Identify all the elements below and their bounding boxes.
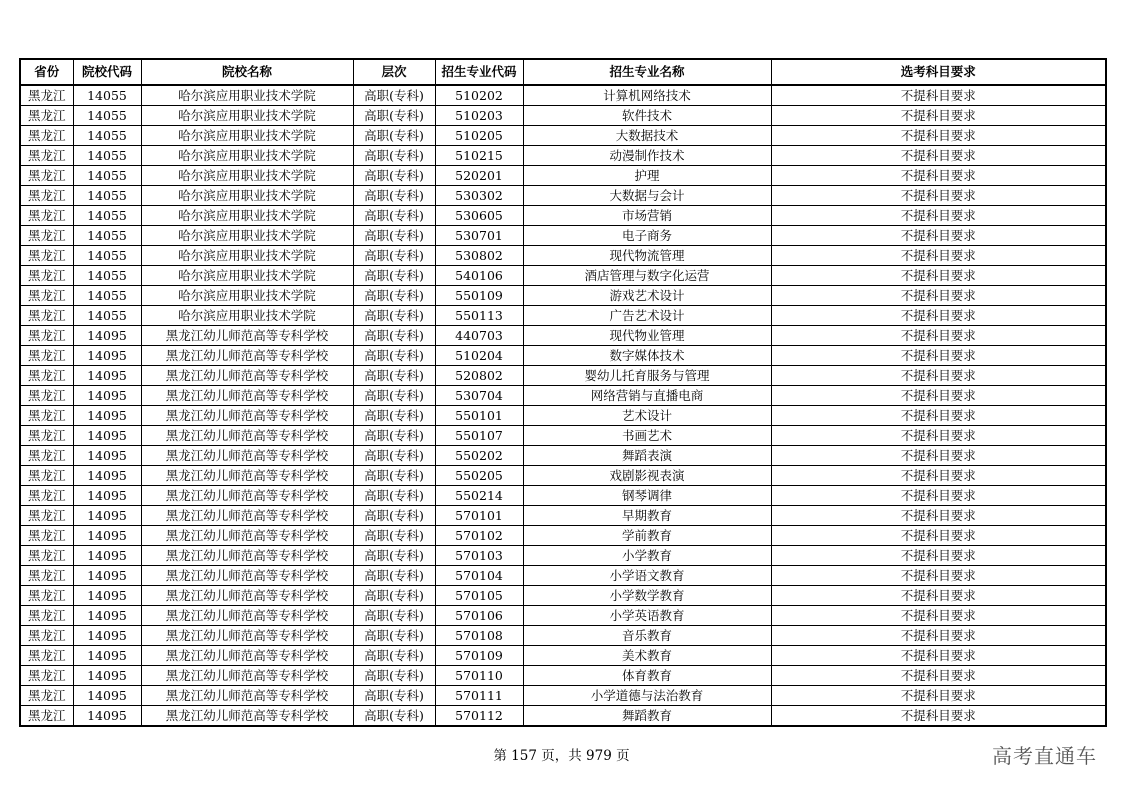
cell-level: 高职(专科) xyxy=(353,566,435,586)
cell-major-name: 书画艺术 xyxy=(523,426,771,446)
cell-school-code: 14055 xyxy=(73,306,141,326)
cell-major-name: 电子商务 xyxy=(523,226,771,246)
table-row xyxy=(20,146,1106,166)
cell-level: 高职(专科) xyxy=(353,286,435,306)
cell-major-name: 网络营销与直播电商 xyxy=(523,386,771,406)
cell-subject-requirement: 不提科目要求 xyxy=(771,626,1106,646)
cell-major-name: 小学教育 xyxy=(523,546,771,566)
cell-major-name: 大数据与会计 xyxy=(523,186,771,206)
cell-province: 黑龙江 xyxy=(20,626,73,646)
cell-school-name: 哈尔滨应用职业技术学院 xyxy=(141,286,353,306)
table-row xyxy=(20,286,1106,306)
table-row xyxy=(20,366,1106,386)
cell-major-name: 戏剧影视表演 xyxy=(523,466,771,486)
cell-school-code: 14095 xyxy=(73,326,141,346)
table-row xyxy=(20,106,1106,126)
table-body xyxy=(20,85,1106,726)
cell-major-name: 美术教育 xyxy=(523,646,771,666)
cell-school-name: 哈尔滨应用职业技术学院 xyxy=(141,226,353,246)
cell-level: 高职(专科) xyxy=(353,85,435,106)
cell-major-code: 550101 xyxy=(435,406,523,426)
table-row xyxy=(20,606,1106,626)
cell-school-code: 14095 xyxy=(73,446,141,466)
table-row xyxy=(20,506,1106,526)
cell-subject-requirement: 不提科目要求 xyxy=(771,606,1106,626)
cell-subject-requirement: 不提科目要求 xyxy=(771,486,1106,506)
cell-province: 黑龙江 xyxy=(20,546,73,566)
cell-province: 黑龙江 xyxy=(20,446,73,466)
page-number: 第 157 页，共 979 页 xyxy=(493,748,630,764)
header-subject-requirement: 选考科目要求 xyxy=(771,59,1106,85)
cell-subject-requirement: 不提科目要求 xyxy=(771,106,1106,126)
cell-subject-requirement: 不提科目要求 xyxy=(771,226,1106,246)
cell-school-name: 哈尔滨应用职业技术学院 xyxy=(141,126,353,146)
table-row xyxy=(20,466,1106,486)
cell-major-code: 570104 xyxy=(435,566,523,586)
cell-school-name: 哈尔滨应用职业技术学院 xyxy=(141,146,353,166)
cell-province: 黑龙江 xyxy=(20,106,73,126)
table-row xyxy=(20,526,1106,546)
cell-province: 黑龙江 xyxy=(20,486,73,506)
cell-province: 黑龙江 xyxy=(20,326,73,346)
cell-school-code: 14055 xyxy=(73,186,141,206)
cell-level: 高职(专科) xyxy=(353,486,435,506)
table-row xyxy=(20,446,1106,466)
cell-major-code: 440703 xyxy=(435,326,523,346)
cell-subject-requirement: 不提科目要求 xyxy=(771,286,1106,306)
cell-school-code: 14055 xyxy=(73,106,141,126)
header-level: 层次 xyxy=(353,59,435,85)
cell-school-code: 14095 xyxy=(73,506,141,526)
table-row xyxy=(20,566,1106,586)
cell-province: 黑龙江 xyxy=(20,406,73,426)
cell-subject-requirement: 不提科目要求 xyxy=(771,246,1106,266)
cell-major-name: 计算机网络技术 xyxy=(523,85,771,106)
cell-school-code: 14055 xyxy=(73,206,141,226)
cell-province: 黑龙江 xyxy=(20,146,73,166)
cell-school-code: 14055 xyxy=(73,286,141,306)
cell-major-name: 小学数学教育 xyxy=(523,586,771,606)
cell-major-name: 动漫制作技术 xyxy=(523,146,771,166)
cell-school-name: 黑龙江幼儿师范高等专科学校 xyxy=(141,646,353,666)
cell-school-code: 14055 xyxy=(73,166,141,186)
cell-level: 高职(专科) xyxy=(353,586,435,606)
cell-school-code: 14095 xyxy=(73,686,141,706)
cell-major-name: 广告艺术设计 xyxy=(523,306,771,326)
cell-major-name: 软件技术 xyxy=(523,106,771,126)
table-row xyxy=(20,706,1106,727)
cell-school-name: 哈尔滨应用职业技术学院 xyxy=(141,246,353,266)
cell-province: 黑龙江 xyxy=(20,566,73,586)
cell-subject-requirement: 不提科目要求 xyxy=(771,346,1106,366)
cell-major-name: 学前教育 xyxy=(523,526,771,546)
table-row xyxy=(20,686,1106,706)
cell-major-code: 550205 xyxy=(435,466,523,486)
header-school-code: 院校代码 xyxy=(73,59,141,85)
cell-major-code: 570103 xyxy=(435,546,523,566)
cell-school-name: 黑龙江幼儿师范高等专科学校 xyxy=(141,546,353,566)
cell-school-code: 14095 xyxy=(73,646,141,666)
cell-subject-requirement: 不提科目要求 xyxy=(771,646,1106,666)
cell-major-code: 550107 xyxy=(435,426,523,446)
cell-major-code: 530701 xyxy=(435,226,523,246)
cell-major-code: 550109 xyxy=(435,286,523,306)
cell-major-name: 现代物流管理 xyxy=(523,246,771,266)
cell-level: 高职(专科) xyxy=(353,326,435,346)
cell-school-name: 黑龙江幼儿师范高等专科学校 xyxy=(141,426,353,446)
cell-province: 黑龙江 xyxy=(20,386,73,406)
cell-level: 高职(专科) xyxy=(353,346,435,366)
cell-province: 黑龙江 xyxy=(20,466,73,486)
cell-school-code: 14055 xyxy=(73,246,141,266)
cell-major-code: 520802 xyxy=(435,366,523,386)
cell-school-name: 哈尔滨应用职业技术学院 xyxy=(141,166,353,186)
header-row xyxy=(20,59,1106,85)
table-row xyxy=(20,486,1106,506)
cell-level: 高职(专科) xyxy=(353,546,435,566)
cell-subject-requirement: 不提科目要求 xyxy=(771,586,1106,606)
cell-subject-requirement: 不提科目要求 xyxy=(771,366,1106,386)
cell-major-code: 570108 xyxy=(435,626,523,646)
cell-subject-requirement: 不提科目要求 xyxy=(771,426,1106,446)
cell-major-code: 510202 xyxy=(435,85,523,106)
cell-level: 高职(专科) xyxy=(353,106,435,126)
cell-school-name: 黑龙江幼儿师范高等专科学校 xyxy=(141,346,353,366)
cell-province: 黑龙江 xyxy=(20,706,73,727)
cell-school-name: 黑龙江幼儿师范高等专科学校 xyxy=(141,566,353,586)
table-row xyxy=(20,666,1106,686)
cell-subject-requirement: 不提科目要求 xyxy=(771,266,1106,286)
table-row xyxy=(20,306,1106,326)
cell-subject-requirement: 不提科目要求 xyxy=(771,406,1106,426)
cell-school-name: 黑龙江幼儿师范高等专科学校 xyxy=(141,526,353,546)
cell-province: 黑龙江 xyxy=(20,346,73,366)
table-row xyxy=(20,586,1106,606)
cell-major-name: 婴幼儿托育服务与管理 xyxy=(523,366,771,386)
cell-major-code: 510204 xyxy=(435,346,523,366)
cell-major-code: 550202 xyxy=(435,446,523,466)
table-row xyxy=(20,646,1106,666)
cell-level: 高职(专科) xyxy=(353,606,435,626)
cell-level: 高职(专科) xyxy=(353,406,435,426)
watermark: 高考直通车 xyxy=(992,744,1097,768)
cell-school-name: 哈尔滨应用职业技术学院 xyxy=(141,266,353,286)
cell-school-name: 黑龙江幼儿师范高等专科学校 xyxy=(141,686,353,706)
cell-major-name: 小学道德与法治教育 xyxy=(523,686,771,706)
cell-major-code: 530802 xyxy=(435,246,523,266)
table-row xyxy=(20,426,1106,446)
cell-level: 高职(专科) xyxy=(353,306,435,326)
cell-province: 黑龙江 xyxy=(20,226,73,246)
cell-major-code: 570112 xyxy=(435,706,523,727)
cell-major-name: 小学语文教育 xyxy=(523,566,771,586)
cell-province: 黑龙江 xyxy=(20,606,73,626)
cell-major-name: 体育教育 xyxy=(523,666,771,686)
cell-major-code: 550113 xyxy=(435,306,523,326)
cell-level: 高职(专科) xyxy=(353,246,435,266)
cell-level: 高职(专科) xyxy=(353,526,435,546)
cell-major-name: 小学英语教育 xyxy=(523,606,771,626)
cell-subject-requirement: 不提科目要求 xyxy=(771,166,1106,186)
cell-major-code: 530302 xyxy=(435,186,523,206)
cell-level: 高职(专科) xyxy=(353,386,435,406)
cell-province: 黑龙江 xyxy=(20,186,73,206)
cell-subject-requirement: 不提科目要求 xyxy=(771,206,1106,226)
cell-province: 黑龙江 xyxy=(20,206,73,226)
cell-level: 高职(专科) xyxy=(353,266,435,286)
cell-school-code: 14095 xyxy=(73,366,141,386)
cell-subject-requirement: 不提科目要求 xyxy=(771,326,1106,346)
cell-school-code: 14055 xyxy=(73,226,141,246)
cell-major-code: 570105 xyxy=(435,586,523,606)
cell-school-code: 14095 xyxy=(73,426,141,446)
cell-major-code: 510205 xyxy=(435,126,523,146)
cell-school-name: 黑龙江幼儿师范高等专科学校 xyxy=(141,446,353,466)
table-row xyxy=(20,266,1106,286)
cell-subject-requirement: 不提科目要求 xyxy=(771,506,1106,526)
cell-school-code: 14095 xyxy=(73,626,141,646)
cell-major-code: 520201 xyxy=(435,166,523,186)
cell-major-name: 舞蹈表演 xyxy=(523,446,771,466)
cell-major-code: 570111 xyxy=(435,686,523,706)
cell-major-code: 530704 xyxy=(435,386,523,406)
cell-school-code: 14095 xyxy=(73,566,141,586)
cell-province: 黑龙江 xyxy=(20,666,73,686)
cell-subject-requirement: 不提科目要求 xyxy=(771,306,1106,326)
cell-subject-requirement: 不提科目要求 xyxy=(771,686,1106,706)
table-row xyxy=(20,226,1106,246)
cell-subject-requirement: 不提科目要求 xyxy=(771,446,1106,466)
cell-school-name: 黑龙江幼儿师范高等专科学校 xyxy=(141,626,353,646)
cell-province: 黑龙江 xyxy=(20,426,73,446)
cell-school-code: 14095 xyxy=(73,386,141,406)
cell-major-name: 现代物业管理 xyxy=(523,326,771,346)
cell-school-code: 14055 xyxy=(73,126,141,146)
cell-level: 高职(专科) xyxy=(353,646,435,666)
table-row xyxy=(20,626,1106,646)
cell-major-name: 舞蹈教育 xyxy=(523,706,771,727)
cell-level: 高职(专科) xyxy=(353,186,435,206)
cell-level: 高职(专科) xyxy=(353,146,435,166)
header-province: 省份 xyxy=(20,59,73,85)
cell-province: 黑龙江 xyxy=(20,366,73,386)
cell-province: 黑龙江 xyxy=(20,526,73,546)
cell-major-name: 数字媒体技术 xyxy=(523,346,771,366)
cell-school-code: 14095 xyxy=(73,666,141,686)
cell-province: 黑龙江 xyxy=(20,646,73,666)
header-school-name: 院校名称 xyxy=(141,59,353,85)
cell-school-code: 14095 xyxy=(73,406,141,426)
table-row xyxy=(20,546,1106,566)
cell-province: 黑龙江 xyxy=(20,246,73,266)
header-major-code: 招生专业代码 xyxy=(435,59,523,85)
cell-subject-requirement: 不提科目要求 xyxy=(771,85,1106,106)
cell-school-name: 黑龙江幼儿师范高等专科学校 xyxy=(141,466,353,486)
cell-school-code: 14095 xyxy=(73,586,141,606)
cell-level: 高职(专科) xyxy=(353,166,435,186)
cell-province: 黑龙江 xyxy=(20,586,73,606)
cell-province: 黑龙江 xyxy=(20,286,73,306)
cell-level: 高职(专科) xyxy=(353,506,435,526)
cell-subject-requirement: 不提科目要求 xyxy=(771,386,1106,406)
cell-major-name: 钢琴调律 xyxy=(523,486,771,506)
cell-major-name: 游戏艺术设计 xyxy=(523,286,771,306)
cell-subject-requirement: 不提科目要求 xyxy=(771,706,1106,727)
cell-school-name: 黑龙江幼儿师范高等专科学校 xyxy=(141,706,353,727)
cell-major-name: 艺术设计 xyxy=(523,406,771,426)
cell-major-code: 570102 xyxy=(435,526,523,546)
cell-school-code: 14055 xyxy=(73,266,141,286)
cell-school-name: 哈尔滨应用职业技术学院 xyxy=(141,306,353,326)
cell-school-name: 黑龙江幼儿师范高等专科学校 xyxy=(141,586,353,606)
cell-school-code: 14095 xyxy=(73,706,141,727)
cell-province: 黑龙江 xyxy=(20,126,73,146)
cell-major-code: 530605 xyxy=(435,206,523,226)
table-row xyxy=(20,406,1106,426)
cell-level: 高职(专科) xyxy=(353,466,435,486)
cell-level: 高职(专科) xyxy=(353,426,435,446)
table-row xyxy=(20,85,1106,106)
cell-school-code: 14095 xyxy=(73,606,141,626)
table-header xyxy=(20,59,1106,85)
cell-major-name: 酒店管理与数字化运营 xyxy=(523,266,771,286)
cell-major-name: 大数据技术 xyxy=(523,126,771,146)
cell-major-code: 540106 xyxy=(435,266,523,286)
cell-level: 高职(专科) xyxy=(353,626,435,646)
cell-major-code: 550214 xyxy=(435,486,523,506)
cell-school-code: 14095 xyxy=(73,486,141,506)
cell-level: 高职(专科) xyxy=(353,666,435,686)
cell-school-code: 14095 xyxy=(73,526,141,546)
table-row xyxy=(20,126,1106,146)
cell-major-code: 570110 xyxy=(435,666,523,686)
cell-major-name: 早期教育 xyxy=(523,506,771,526)
cell-school-name: 黑龙江幼儿师范高等专科学校 xyxy=(141,386,353,406)
table-row xyxy=(20,326,1106,346)
cell-province: 黑龙江 xyxy=(20,166,73,186)
cell-school-code: 14095 xyxy=(73,546,141,566)
cell-school-name: 哈尔滨应用职业技术学院 xyxy=(141,186,353,206)
cell-major-code: 570109 xyxy=(435,646,523,666)
table-row xyxy=(20,186,1106,206)
cell-school-name: 黑龙江幼儿师范高等专科学校 xyxy=(141,366,353,386)
cell-major-code: 510203 xyxy=(435,106,523,126)
cell-school-name: 黑龙江幼儿师范高等专科学校 xyxy=(141,506,353,526)
cell-province: 黑龙江 xyxy=(20,506,73,526)
cell-school-code: 14055 xyxy=(73,146,141,166)
cell-school-name: 哈尔滨应用职业技术学院 xyxy=(141,206,353,226)
cell-major-code: 570106 xyxy=(435,606,523,626)
table-row xyxy=(20,386,1106,406)
cell-major-code: 570101 xyxy=(435,506,523,526)
cell-province: 黑龙江 xyxy=(20,306,73,326)
cell-level: 高职(专科) xyxy=(353,366,435,386)
cell-subject-requirement: 不提科目要求 xyxy=(771,186,1106,206)
table-row xyxy=(20,246,1106,266)
cell-province: 黑龙江 xyxy=(20,85,73,106)
cell-subject-requirement: 不提科目要求 xyxy=(771,146,1106,166)
admissions-table xyxy=(19,58,1107,727)
cell-level: 高职(专科) xyxy=(353,226,435,246)
cell-school-name: 哈尔滨应用职业技术学院 xyxy=(141,85,353,106)
cell-subject-requirement: 不提科目要求 xyxy=(771,466,1106,486)
cell-subject-requirement: 不提科目要求 xyxy=(771,126,1106,146)
cell-school-code: 14095 xyxy=(73,466,141,486)
cell-school-name: 黑龙江幼儿师范高等专科学校 xyxy=(141,666,353,686)
cell-major-name: 音乐教育 xyxy=(523,626,771,646)
cell-major-name: 护理 xyxy=(523,166,771,186)
cell-school-name: 哈尔滨应用职业技术学院 xyxy=(141,106,353,126)
cell-subject-requirement: 不提科目要求 xyxy=(771,526,1106,546)
cell-major-name: 市场营销 xyxy=(523,206,771,226)
table-row xyxy=(20,346,1106,366)
cell-level: 高职(专科) xyxy=(353,446,435,466)
cell-major-code: 510215 xyxy=(435,146,523,166)
cell-level: 高职(专科) xyxy=(353,686,435,706)
cell-province: 黑龙江 xyxy=(20,266,73,286)
cell-school-name: 黑龙江幼儿师范高等专科学校 xyxy=(141,326,353,346)
cell-level: 高职(专科) xyxy=(353,126,435,146)
cell-level: 高职(专科) xyxy=(353,706,435,727)
cell-school-code: 14055 xyxy=(73,85,141,106)
table-row xyxy=(20,166,1106,186)
cell-level: 高职(专科) xyxy=(353,206,435,226)
cell-subject-requirement: 不提科目要求 xyxy=(771,546,1106,566)
cell-subject-requirement: 不提科目要求 xyxy=(771,666,1106,686)
cell-school-code: 14095 xyxy=(73,346,141,366)
cell-school-name: 黑龙江幼儿师范高等专科学校 xyxy=(141,606,353,626)
cell-school-name: 黑龙江幼儿师范高等专科学校 xyxy=(141,486,353,506)
table-row xyxy=(20,206,1106,226)
cell-province: 黑龙江 xyxy=(20,686,73,706)
cell-subject-requirement: 不提科目要求 xyxy=(771,566,1106,586)
cell-school-name: 黑龙江幼儿师范高等专科学校 xyxy=(141,406,353,426)
admissions-table-wrapper xyxy=(19,58,1105,727)
header-major-name: 招生专业名称 xyxy=(523,59,771,85)
